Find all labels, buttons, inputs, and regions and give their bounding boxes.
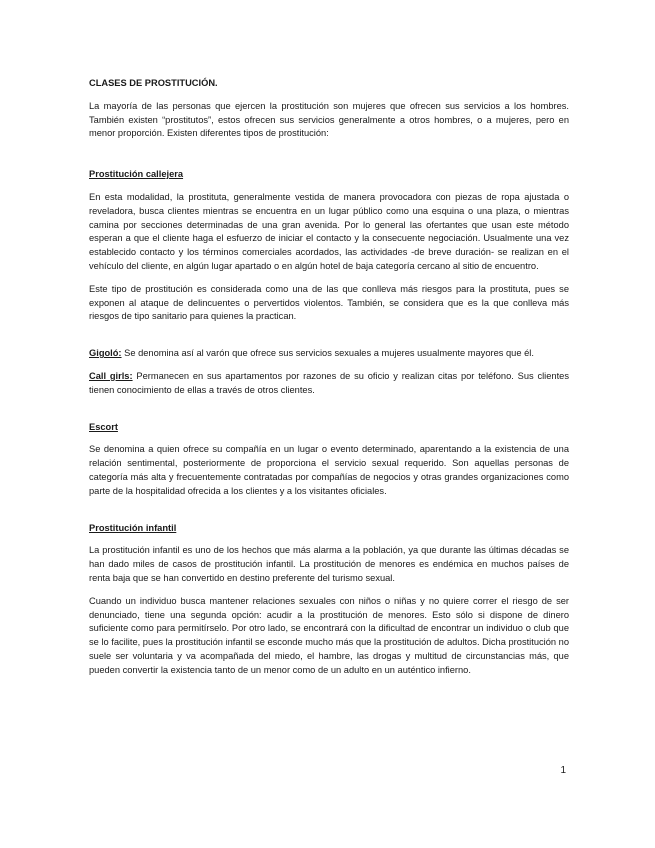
section-title-callejera: Prostitución callejera (89, 169, 184, 180)
section-title-infantil: Prostitución infantil (89, 522, 177, 533)
document-title: CLASES DE PROSTITUCIÓN. (89, 78, 218, 88)
spacer (89, 508, 569, 522)
spacer (89, 407, 569, 421)
escort-paragraph: Se denomina a quien ofrece su compañía en un lugar o evento determinado, aparentando a la existencia de una relación sentimental, posteriormente de proporciona el servicio sexual requerido. Son aquellas personas de categoría más alta y frecuentemente contratadas por compañías de negocios y otras grandes organizaciones como parte de la hospitalidad ofrecida a los clientes y a los visitantes oficiales. (89, 444, 569, 496)
spacer (89, 150, 569, 168)
section-title-escort: Escort (89, 421, 118, 432)
section-title-gigolo: Gigoló: (89, 348, 122, 359)
callejera-paragraph-1: En esta modalidad, la prostituta, generalmente vestida de manera provocadora con piezas de ropa ajustada o reveladora, busca clientes mientras se encuentra en un lugar público como una esquina o una plaza, o mientras camina por secciones determinadas de una gran avenida. Por lo general las ofertantes que usan este método esperan a que el cliente haga el esfuerzo de iniciar el contacto y la consecuente negociación. Usualmente una vez establecido contacto y los términos comerciales acordados, las actividades -de breve duración- se realizan en el vehículo del cliente, en algún lugar apartado o en algún hotel de baja categoría cercano al sitio de encuentro. (89, 191, 569, 271)
callejera-paragraph-2: Este tipo de prostitución es considerada como una de las que conlleva más riesgos para la prostituta, pues se exponen al ataque de delincuentes o pervertidos violentos. También, se considera que es la que conlleva más riesgos de tipo sanitario para quienes la practican. (89, 283, 569, 322)
gigolo-paragraph (89, 347, 569, 361)
infantil-paragraph-1: La prostitución infantil es uno de los hechos que más alarma a la población, ya que durante las últimas décadas se han dado miles de casos de prostitución infantil. La prostitución de menores es endémica en muchos países de renta baja que se han convertido en destino preferente del turismo sexual. (89, 545, 569, 583)
spacer (89, 333, 569, 347)
intro-paragraph: La mayoría de las personas que ejercen la prostitución son mujeres que ofrecen sus servicios a los hombres. También existen “prostitutos”, estos ofrecen sus servicios generalmente a otros hombres, o a mujeres, pero en menor proporción. Existen diferentes tipos de prostitución: (89, 100, 569, 139)
callgirls-paragraph (89, 370, 569, 398)
section-title-callgirls: Call girls: (89, 370, 133, 381)
gigolo-text: Se denomina así al varón que ofrece sus servicios sexuales a mujeres usualmente mayores que él. (121, 348, 534, 359)
infantil-paragraph-2: Cuando un individuo busca mantener relaciones sexuales con niños o niñas y no quiere correr el riesgo de ser denunciado, tiene una segunda opción: acudir a la prostitución de menores. Esto sólo si dispone de dinero suficiente como para permitírselo. Por otro lado, se encontrará con la dificultad de encontrar un individuo o club que se lo facilite, pues la prostitución infantil se esconde mucho más que la prostitución de adultos. Dicha prostitución no suele ser voluntaria y va acompañada del miedo, el hambre, las drogas y multitud de circunstancias más, que pueden convertir la existencia tanto de un menor como de un adulto en un auténtico infierno. (89, 595, 569, 675)
callgirls-text: Permanecen en sus apartamentos por razones de su oficio y realizan citas por teléfono. Sus clientes tienen conocimiento de ellas a través de otros clientes. (89, 370, 569, 395)
page-number: 1 (560, 765, 566, 776)
